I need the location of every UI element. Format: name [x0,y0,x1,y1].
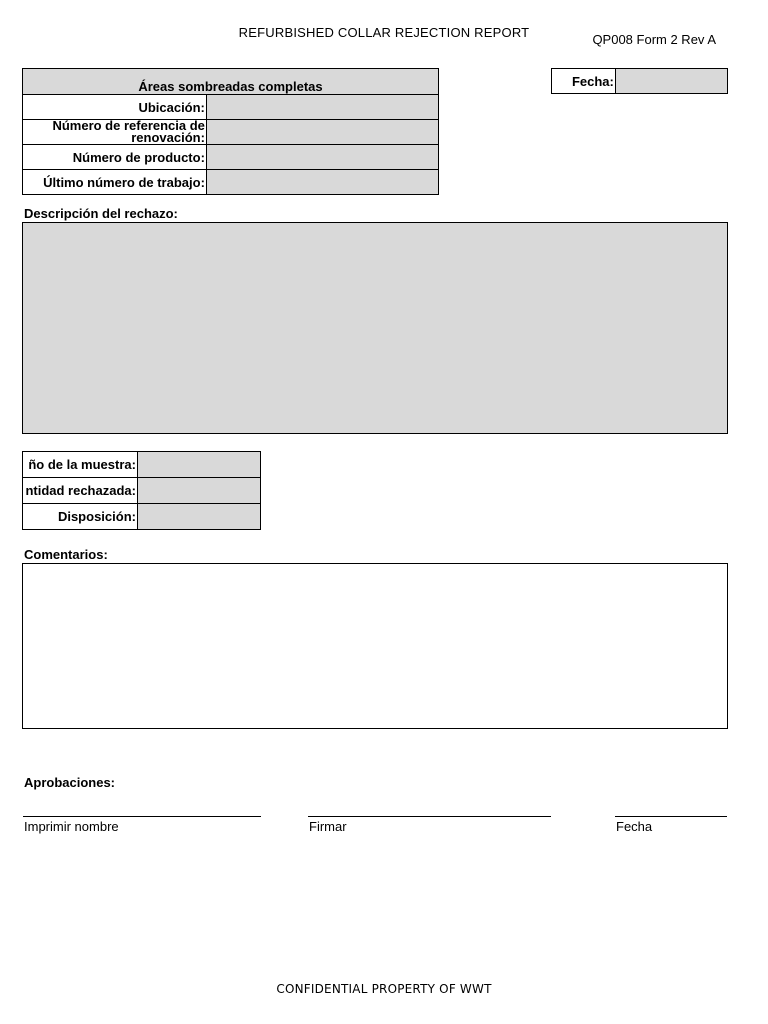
print-name-line[interactable] [23,816,261,817]
report-title: REFURBISHED COLLAR REJECTION REPORT [238,25,530,40]
refurb-reference-field[interactable] [206,120,438,145]
approval-date-label: Fecha [616,819,653,834]
confidential-footer: CONFIDENTIAL PROPERTY OF WWT [276,982,492,996]
signature-line[interactable] [308,816,551,817]
description-field[interactable] [22,222,728,434]
description-label: Descripción del rechazo: [24,206,178,221]
sample-table [22,451,261,530]
last-job-number-field[interactable] [206,170,438,195]
info-table-heading: Áreas sombreadas completas [23,69,439,95]
form-number: QP008 Form 2 Rev A [592,32,716,47]
signature-label: Firmar [309,819,347,834]
rejected-quantity-label: ntidad rechazada: [23,478,138,504]
product-number-label: Número de producto: [23,145,207,170]
comments-field[interactable] [22,563,728,729]
comments-label: Comentarios: [24,547,108,562]
approval-date-line[interactable] [615,816,727,817]
date-table [551,68,728,94]
location-field[interactable] [206,95,438,120]
info-table [22,68,439,195]
sample-size-label: ño de la muestra: [23,452,138,478]
print-name-label: Imprimir nombre [24,819,119,834]
rejected-quantity-field[interactable] [137,478,260,504]
approvals-label: Aprobaciones: [24,775,116,790]
refurb-reference-label: Número de referencia de renovación: [23,120,207,145]
date-label: Fecha: [552,69,616,94]
disposition-label: Disposición: [23,504,138,530]
product-number-field[interactable] [206,145,438,170]
disposition-field[interactable] [137,504,260,530]
date-field[interactable] [615,69,727,94]
sample-size-field[interactable] [137,452,260,478]
location-label: Ubicación: [23,95,207,120]
last-job-number-label: Último número de trabajo: [23,170,207,195]
